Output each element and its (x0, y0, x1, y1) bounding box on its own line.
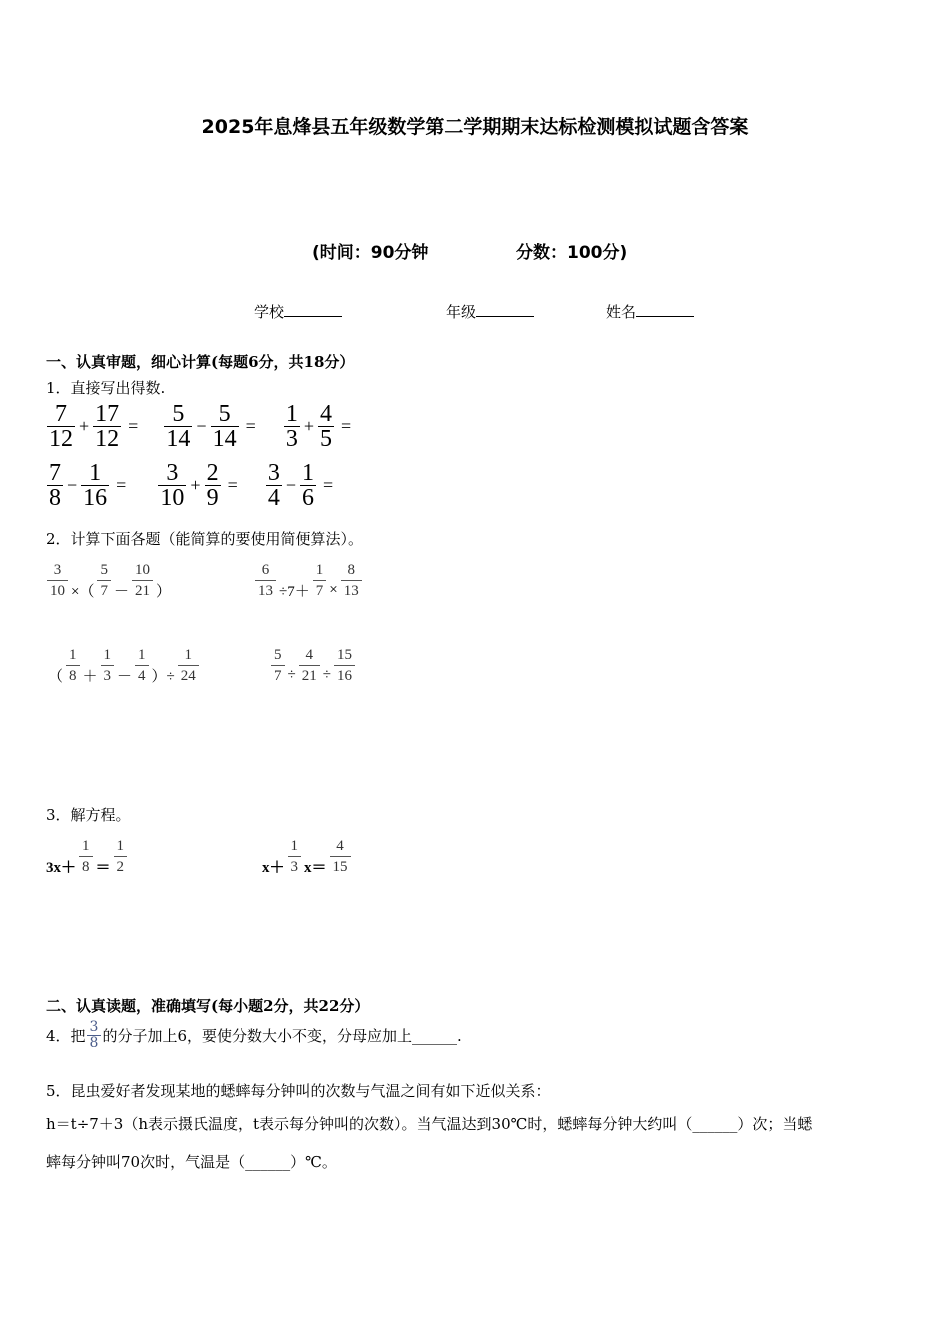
fraction: 1 8 (66, 645, 80, 686)
name-field (606, 301, 694, 322)
q3-equation-1: 3x＋ 1 8 ＝ 1 2 (46, 836, 128, 877)
q1-expr: 5 14 − $\frac{5}{14}$ = (166, 401, 256, 452)
fraction: 3 4 (267, 460, 280, 511)
school-label: 学校 (254, 303, 285, 321)
fraction: $\frac{3}{10}$ (47, 560, 68, 601)
fraction: 1 8 (79, 836, 93, 877)
question-3-label: 3．解方程。 (46, 806, 131, 824)
grade-field (446, 301, 534, 322)
grade-blank[interactable] (476, 302, 534, 317)
exam-score: 分数：100分) (516, 243, 628, 263)
section-2-heading: 二、认真读题，准确填写(每小题2分，共22分） (46, 997, 370, 1015)
fraction: 3 10 (160, 460, 185, 511)
fraction: $\frac{1}{6}$ (301, 460, 314, 511)
question-5-line1: 5．昆虫爱好者发现某地的蟋蟀每分钟叫的次数与气温之间有如下近似关系： (46, 1082, 551, 1100)
section-1-heading: 一、认真审题，细心计算(每题6分，共18分） (46, 353, 355, 371)
q1-expr: 7 8 − $\frac{1}{16}$ = (49, 460, 127, 511)
fraction: $\frac{5}{14}$ (212, 401, 237, 452)
fraction: 10 21 (132, 560, 153, 601)
fraction: $\frac{1}{16}$ (83, 460, 108, 511)
fraction: 1 4 (135, 645, 149, 686)
q2-expr-1: $\frac{3}{10}$ ×（ 5 7 － 10 21 ） (46, 560, 173, 601)
q1-expr: 1 3 + $\frac{4}{5}$ = (285, 401, 352, 452)
name-label: 姓名 (606, 303, 637, 321)
q1-row2 (46, 461, 333, 510)
fraction: $\frac{4}{5}$ (319, 401, 332, 452)
fraction: $\frac{6}{13}$ (255, 560, 276, 601)
fraction: 7 12 (49, 401, 73, 452)
q2-expr-4: $\frac{5}{7}$ ÷ $\frac{4}{21}$ ÷ $\frac{15}{16}$ (270, 645, 356, 686)
q1-expr: 3 10 + $\frac{2}{9}$ = (160, 460, 238, 511)
q3-equation-2: x＋ 1 3 x＝ 4 15 (262, 836, 352, 877)
fraction: $\frac{3}{8}$ (87, 1020, 102, 1051)
fraction: $\frac{1}{7}$ (313, 560, 327, 601)
q1-expr: 3 4 − $\frac{1}{6}$ = (267, 460, 334, 511)
fraction: $\frac{4}{21}$ (299, 645, 320, 686)
fraction: 1 2 (114, 836, 128, 877)
school-field (254, 301, 342, 322)
fraction: 5 7 (97, 560, 111, 601)
exam-time: (时间：90分钟 (312, 243, 429, 263)
question-5-line3: 蟀每分钟叫70次时，气温是（______）℃。 (46, 1153, 337, 1171)
fraction: $\frac{8}{13}$ (341, 560, 362, 601)
q2-expr-3: （ 1 8 ＋ 1 3 － 1 4 ）÷ $\frac{1}{24}$ (46, 645, 200, 686)
q1-expr: 7 12 + $\frac{17}{12}$ = (49, 401, 139, 452)
question-5-line2: h＝t÷7＋3（h表示摄氏温度，t表示每分钟叫的次数）。当气温达到30℃时，蟋蟀每分钟大约叫（______）次；当蟋 (46, 1115, 813, 1133)
fraction: 1 3 (285, 401, 298, 452)
fraction: $\frac{17}{12}$ (95, 401, 120, 452)
question-2-label: 2．计算下面各题（能简算的要使用简便算法）。 (46, 530, 364, 548)
fraction: $\frac{2}{9}$ (206, 460, 219, 511)
question-1-label: 1．直接写出得数. (46, 379, 166, 397)
fraction: 1 3 (101, 645, 115, 686)
fraction: $\frac{1}{24}$ (178, 645, 199, 686)
fraction: $\frac{15}{16}$ (334, 645, 355, 686)
question-4: 4．把 $\frac{3}{8}$ 的分子加上6，要使分数大小不变，分母应加上______. (46, 1019, 462, 1051)
fraction: 5 14 (166, 401, 191, 452)
grade-label: 年级 (446, 303, 477, 321)
q2-expr-2: $\frac{6}{13}$ ÷7＋ $\frac{1}{7}$ × $\frac{8}{13}$ (254, 560, 363, 601)
q1-row1 (46, 402, 351, 451)
fraction: 7 8 (49, 460, 61, 511)
fraction: $\frac{5}{7}$ (271, 645, 285, 686)
name-blank[interactable] (636, 302, 694, 317)
fraction: 4 15 (330, 836, 351, 877)
page-title: 2025年息烽县五年级数学第二学期期末达标检测模拟试题含答案 (201, 116, 749, 138)
fraction: 1 3 (288, 836, 302, 877)
school-blank[interactable] (284, 302, 342, 317)
